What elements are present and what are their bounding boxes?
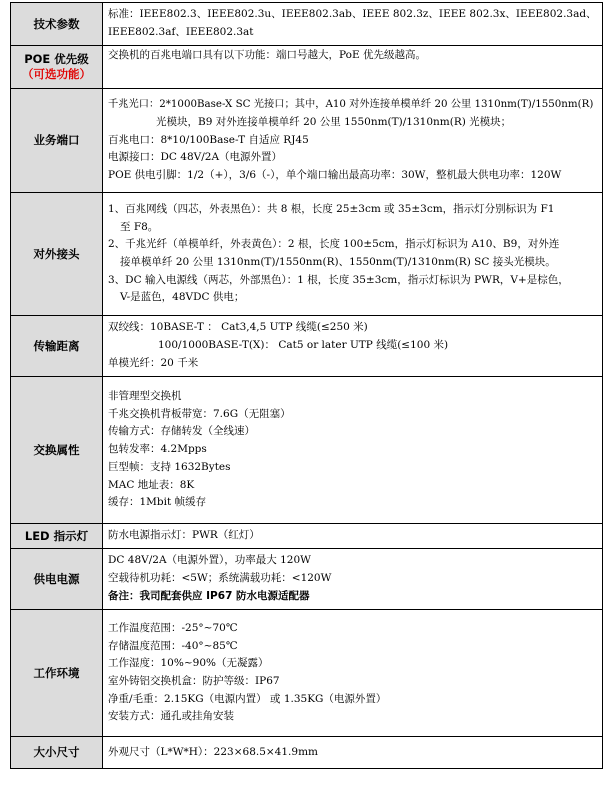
distance-line-3: 单模光纤：20 千米 xyxy=(108,356,199,369)
env-line-2: 存储温度范围：-40°~85℃ xyxy=(108,639,238,652)
label-power: 供电电源 xyxy=(11,549,103,610)
label-switching: 交换属性 xyxy=(11,377,103,524)
power-note: 备注：我司配套供应 IP67 防水电源适配器 xyxy=(108,589,310,602)
label-env: 工作环境 xyxy=(11,610,103,737)
env-line-3: 工作湿度：10%~90%（无凝露） xyxy=(108,657,269,670)
switching-line-1: 非管理型交换机 xyxy=(108,390,182,403)
poe-line-1: 交换机的百兆电端口具有以下功能：端口号越大，PoE 优先级越高。 xyxy=(108,49,426,61)
content-switching xyxy=(103,377,603,524)
tech-line-1: 标准：IEEE802.3、IEEE802.3u、IEEE802.3ab、IEEE 802.3z、IEEE 802.3x、IEEE802.3ad、 xyxy=(108,8,597,21)
content-distance xyxy=(103,316,603,377)
label-tech: 技术参数 xyxy=(11,3,103,46)
content-led xyxy=(103,524,603,549)
ports-line-3: 百兆电口：8*10/100Base-T 自适应 RJ45 xyxy=(108,133,309,146)
row-led xyxy=(11,524,603,549)
env-line-4: 室外铸铝交换机盒：防护等级：IP67 xyxy=(108,675,280,687)
external-line-2: 至 F8。 xyxy=(120,220,159,233)
switching-line-4: 包转发率：4.2Mpps xyxy=(108,443,207,456)
row-poe xyxy=(11,46,603,89)
label-ports: 业务端口 xyxy=(11,89,103,193)
env-line-6: 安装方式：通孔或挂角安装 xyxy=(108,710,234,723)
distance-line-1: 双绞线：10BASE-T ： Cat3,4,5 UTP 线缆(≤250 米) xyxy=(108,321,368,334)
led-line-1: 防水电源指示灯：PWR（红灯） xyxy=(108,529,260,542)
ports-line-1: 千兆光口：2*1000Base-X SC 光接口；其中，A10 对外连接单模单纤 20 公里 1310nm(T)/1550nm(R) xyxy=(108,98,594,111)
external-line-6: V-是蓝色，48VDC 供电； xyxy=(120,291,245,304)
row-size xyxy=(11,737,603,769)
content-external xyxy=(103,193,603,316)
distance-line-2: 100/1000BASE-T(X)： Cat5 or later UTP 线缆(≤100 米) xyxy=(158,339,449,352)
spec-sheet xyxy=(10,2,603,769)
external-line-5: 3、DC 输入电源线（两芯，外部黑色）：1 根，长度 35±3cm，指示灯标识为 PWR，V+是棕色， xyxy=(108,273,569,286)
row-power xyxy=(11,549,603,610)
switching-line-2: 千兆交换机背板带宽：7.6G（无阻塞） xyxy=(108,407,291,420)
content-poe xyxy=(103,46,603,89)
env-line-5: 净重/毛重：2.15KG（电源内置） 或 1.35KG（电源外置） xyxy=(108,692,387,705)
env-line-1: 工作温度范围：-25°~70℃ xyxy=(108,621,238,634)
row-switching xyxy=(11,377,603,524)
label-distance: 传输距离 xyxy=(11,316,103,377)
row-ports xyxy=(11,89,603,193)
content-size xyxy=(103,737,603,769)
size-line-1: 外观尺寸（L*W*H）：223×68.5×41.9mm xyxy=(108,745,318,758)
label-size: 大小尺寸 xyxy=(11,737,103,769)
power-line-1: DC 48V/2A（电源外置），功率最大 120W xyxy=(108,554,311,567)
content-power xyxy=(103,549,603,610)
row-env xyxy=(11,610,603,737)
external-line-3: 2、千兆光纤（单模单纤，外表黄色）：2 根，长度 100±5cm，指示灯标识为 A10、B9，对外连 xyxy=(108,238,560,251)
row-external xyxy=(11,193,603,316)
label-external: 对外接头 xyxy=(11,193,103,316)
tech-line-2: IEEE802.3af、IEEE802.3at xyxy=(108,26,254,38)
switching-line-7: 缓存：1Mbit 帧缓存 xyxy=(108,496,207,509)
content-tech xyxy=(103,3,603,46)
spec-table xyxy=(10,2,603,769)
ports-line-4: 电源接口：DC 48V/2A（电源外置） xyxy=(108,151,283,164)
power-line-2: 空载待机功耗：<5W；系统满载功耗：<120W xyxy=(108,572,332,585)
label-led: LED 指示灯 xyxy=(11,524,103,549)
switching-line-6: MAC 地址表：8K xyxy=(108,478,195,491)
content-env xyxy=(103,610,603,737)
external-line-1: 1、百兆网线（四芯，外表黑色）：共 8 根，长度 25±3cm 或 35±3cm，指示灯分别标识为 F1 xyxy=(108,202,555,215)
poe-label-note: （可选功能） xyxy=(22,67,91,81)
switching-line-3: 传输方式：存储转发（全线速） xyxy=(108,425,255,438)
content-ports xyxy=(103,89,603,193)
ports-line-5: POE 供电引脚：1/2（+），3/6（-），单个端口输出最高功率：30W，整机最大供电功率：120W xyxy=(108,169,562,182)
switching-line-5: 巨型帧：支持 1632Bytes xyxy=(108,460,231,473)
row-distance xyxy=(11,316,603,377)
ports-line-2: 光模块，B9 对外连接单模单纤 20 公里 1550nm(T)/1310nm(R) 光模块； xyxy=(156,115,512,128)
poe-label-title: POE 优先级 xyxy=(24,52,89,66)
external-line-4: 接单模单纤 20 公里 1310nm(T)/1550nm(R)、1550nm(T)/1310nm(R) SC 接头光模块。 xyxy=(120,256,556,268)
label-poe xyxy=(11,46,103,89)
row-tech xyxy=(11,3,603,46)
